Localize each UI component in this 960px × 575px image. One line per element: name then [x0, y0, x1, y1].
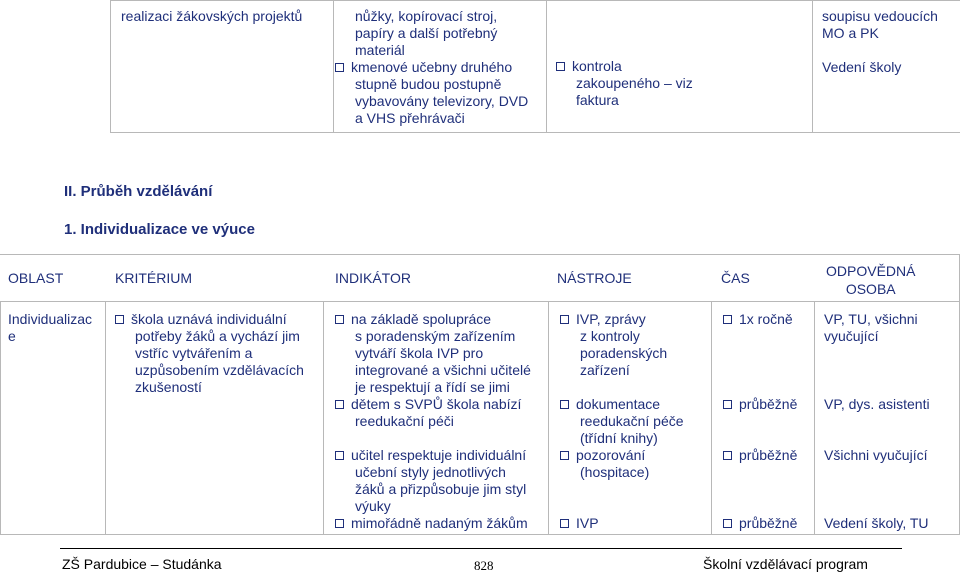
top-col2-bullet-text: a VHS přehrávači: [355, 110, 465, 126]
checkbox-icon: [723, 315, 732, 324]
cell-oblast: [8, 311, 92, 345]
kriterium-text: zkušeností: [135, 379, 202, 395]
indikator-text: výuky: [355, 498, 391, 514]
checkbox-icon: [723, 519, 732, 528]
footer-left: ZŠ Pardubice – Studánka: [62, 556, 222, 572]
checkbox-icon: [556, 62, 565, 71]
top-col3: [556, 58, 693, 109]
top-col1-text: realizaci žákovských projektů: [121, 8, 303, 24]
checkbox-icon: [560, 451, 569, 460]
cell-nastroje: [560, 311, 684, 532]
nastroje-text: (hospitace): [580, 464, 650, 480]
top-col4: [822, 8, 938, 76]
checkbox-icon: [335, 451, 344, 460]
top-col2-bullet: [335, 59, 528, 76]
footer-divider: [60, 548, 902, 549]
kriterium-text: potřeby žáků a vychází jim: [135, 328, 300, 344]
indikator-bullet: [335, 396, 531, 413]
cas-text: průběžně: [739, 515, 798, 531]
top-col3-text: zakoupeného – viz: [576, 75, 693, 91]
top-table-divider: [333, 0, 334, 133]
nastroje-bullet: [560, 311, 684, 328]
checkbox-icon: [335, 315, 344, 324]
main-table-border: [0, 534, 960, 535]
top-col1: [121, 8, 302, 25]
cell-indikator: [335, 311, 531, 532]
indikator-text: učitel respektuje individuální: [351, 447, 527, 463]
kriterium-text: uzpůsobením vzdělávacích: [135, 362, 304, 378]
checkbox-icon: [723, 400, 732, 409]
top-col3-bullet: [556, 58, 693, 75]
top-col2: [335, 8, 528, 127]
section-title: II. Průběh vzdělávání: [64, 183, 213, 200]
indikator-text: žáků a přizpůsobuje jim styl: [355, 481, 527, 497]
top-col2-intro: materiál: [355, 42, 405, 58]
header-indikator: INDIKÁTOR: [335, 270, 411, 286]
main-table-divider: [105, 301, 106, 535]
main-table-divider: [711, 301, 712, 535]
indikator-text: s poradenským zařízením: [355, 328, 516, 344]
osoba-text: VP, dys. asistenti: [824, 396, 930, 412]
osoba-text: Všichni vyučující: [824, 447, 928, 463]
nastroje-text: (třídní knihy): [580, 430, 658, 446]
checkbox-icon: [335, 400, 344, 409]
top-table-divider: [110, 0, 111, 133]
top-col2-bullet-text: vybavovány televizory, DVD: [355, 93, 529, 109]
kriterium-text: škola uznává individuální: [131, 311, 287, 327]
top-table-divider: [812, 0, 813, 133]
section-subtitle: 1. Individualizace ve výuce: [64, 221, 255, 238]
indikator-text: dětem s SVPŮ škola nabízí: [351, 396, 522, 412]
nastroje-bullet: [560, 515, 684, 532]
top-col4-text: MO a PK: [822, 25, 879, 41]
cas-bullet: [723, 515, 797, 532]
indikator-text: je respektují a řídí se jimi: [355, 379, 510, 395]
cas-text: průběžně: [739, 447, 798, 463]
top-col3-text: faktura: [576, 92, 619, 108]
header-osoba-line: OSOBA: [845, 281, 896, 297]
top-table-border: [110, 0, 960, 1]
indikator-text: na základě spolupráce: [351, 311, 492, 327]
cell-cas: [723, 311, 797, 532]
header-osoba: [826, 262, 915, 298]
kriterium-text: vstříc vytvářením a: [135, 345, 253, 361]
osoba-text: vyučující: [824, 328, 879, 344]
oblast-text: Individualizac: [8, 311, 93, 327]
cas-bullet: [723, 447, 797, 464]
header-oblast: OBLAST: [8, 270, 64, 286]
nastroje-text: poradenských: [580, 345, 668, 361]
main-table-border: [0, 254, 960, 255]
nastroje-text: zařízení: [580, 362, 630, 378]
indikator-text: vytváří škola IVP pro: [355, 345, 484, 361]
indikator-bullet: [335, 447, 531, 464]
oblast-text: e: [8, 328, 16, 344]
checkbox-icon: [560, 519, 569, 528]
checkbox-icon: [560, 315, 569, 324]
indikator-text: reedukační péči: [355, 413, 454, 429]
header-nastroje: NÁSTROJE: [557, 270, 632, 286]
indikator-text: integrované a všichni učitelé: [355, 362, 531, 378]
top-col2-intro: nůžky, kopírovací stroj,: [355, 8, 498, 24]
nastroje-text: IVP, zprávy: [576, 311, 646, 327]
header-cas: ČAS: [721, 270, 750, 286]
checkbox-icon: [335, 63, 344, 72]
checkbox-icon: [115, 315, 124, 324]
header-osoba-line: ODPOVĚDNÁ: [826, 263, 916, 279]
indikator-bullet: [335, 515, 531, 532]
indikator-bullet: [335, 311, 531, 328]
main-table-divider: [548, 301, 549, 535]
main-table-divider: [814, 301, 815, 535]
cas-text: 1x ročně: [739, 311, 793, 327]
main-table-border: [0, 301, 960, 302]
cas-bullet: [723, 396, 797, 413]
cas-text: průběžně: [739, 396, 798, 412]
cell-osoba: [824, 311, 930, 532]
footer-right: Školní vzdělávací program: [703, 556, 868, 572]
kriterium-bullet: [115, 311, 304, 328]
top-table-border: [110, 132, 960, 133]
cell-kriterium: [115, 311, 304, 396]
checkbox-icon: [723, 451, 732, 460]
nastroje-bullet: [560, 447, 684, 464]
top-col2-intro: papíry a další potřebný: [355, 25, 498, 41]
nastroje-text: reedukační péče: [580, 413, 684, 429]
nastroje-text: IVP: [576, 515, 599, 531]
top-col4-text: soupisu vedoucích: [822, 8, 938, 24]
nastroje-bullet: [560, 396, 684, 413]
top-table-divider: [546, 0, 547, 133]
checkbox-icon: [335, 519, 344, 528]
top-col2-bullet-text: kmenové učebny druhého: [351, 59, 513, 75]
cas-bullet: [723, 311, 797, 328]
top-col2-bullet-text: stupně budou postupně: [355, 76, 502, 92]
osoba-text: VP, TU, všichni: [824, 311, 918, 327]
top-col3-text: kontrola: [572, 58, 622, 74]
nastroje-text: pozorování: [576, 447, 646, 463]
indikator-text: učební styly jednotlivých: [355, 464, 506, 480]
main-table-divider: [323, 301, 324, 535]
page-number: 828: [474, 558, 494, 573]
osoba-text: Vedení školy, TU: [824, 515, 929, 531]
top-col4-text: Vedení školy: [822, 59, 902, 75]
main-table-divider: [0, 301, 1, 535]
header-kriterium: KRITÉRIUM: [115, 270, 192, 286]
nastroje-text: dokumentace: [576, 396, 661, 412]
nastroje-text: z kontroly: [580, 328, 640, 344]
checkbox-icon: [560, 400, 569, 409]
indikator-text: mimořádně nadaným žákům: [351, 515, 528, 531]
